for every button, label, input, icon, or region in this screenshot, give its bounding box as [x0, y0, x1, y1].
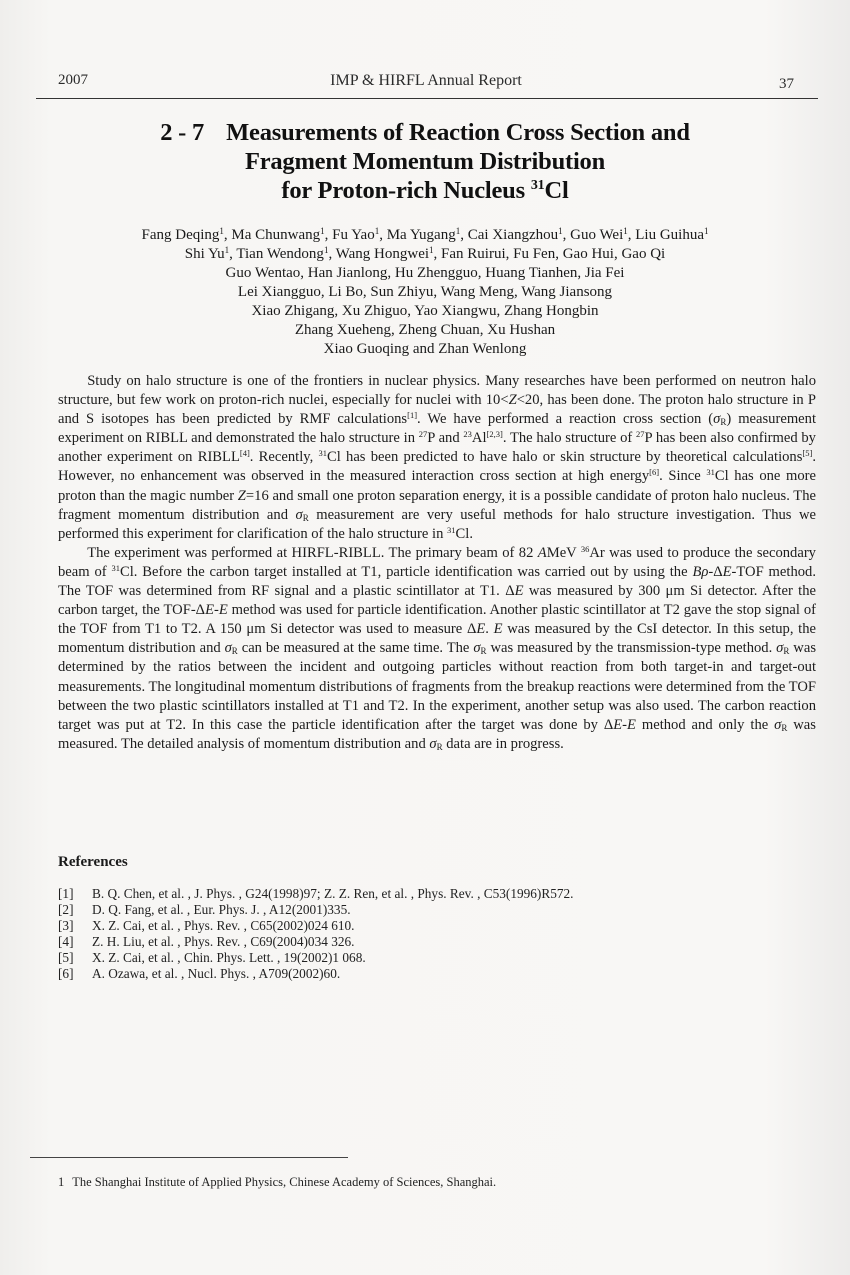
author-name: Wang Hongwei — [335, 246, 430, 262]
author-affiliation-marker: 1 — [374, 226, 380, 236]
header-journal-title: IMP & HIRFL Annual Report — [330, 72, 522, 89]
subscript: R — [436, 741, 443, 752]
text-run: Al — [471, 430, 487, 447]
italic-symbol: A — [537, 544, 547, 561]
text-run: Ar was used to produce the secondary beam of — [58, 544, 816, 580]
author-name: Tian Wendong — [236, 246, 324, 262]
text-run: MeV — [546, 544, 581, 561]
subscript: R — [783, 646, 790, 657]
text-run: was measured by the CsI detector. In this setup, the momentum distribution and — [58, 621, 817, 657]
subscript: R — [480, 646, 487, 657]
references-heading: References — [58, 854, 128, 870]
reference-item — [58, 950, 778, 966]
reference-item — [58, 918, 778, 934]
author-affiliation-marker: 1 — [219, 226, 224, 236]
footnote-number: 1 — [58, 1175, 65, 1189]
author-line: Zhang Xueheng, Zheng Chuan, Xu Hushan — [294, 322, 556, 338]
author-name: Guo Wei — [570, 227, 624, 243]
author-name: Jia Fei — [584, 265, 625, 281]
footnote-text: The Shanghai Institute of Applied Physics, Chinese Academy of Sciences, Shanghai. — [72, 1175, 497, 1189]
superscript: [5] — [802, 448, 813, 459]
italic-symbol: σ — [776, 640, 784, 657]
superscript: 36 — [580, 543, 590, 554]
text-run: P and — [427, 430, 464, 447]
text-run: -Δ — [708, 563, 723, 580]
superscript: 31 — [706, 467, 715, 478]
italic-symbol: σ — [473, 640, 481, 657]
italic-symbol: E — [493, 621, 503, 638]
superscript: [6] — [649, 467, 660, 478]
superscript: 27 — [418, 429, 428, 440]
italic-symbol: σ — [224, 640, 232, 657]
title-line-1 — [60, 118, 790, 147]
header-page-number: 37 — [779, 76, 794, 92]
reference-item — [58, 966, 778, 982]
author-name: Fu Yao — [332, 227, 375, 243]
italic-symbol: Z — [237, 487, 246, 504]
text-run: was measured by 300 μm Si detector. After the carbon target, the TOF-Δ — [58, 583, 817, 619]
italic-symbol: σ — [295, 506, 303, 523]
reference-number: [1] — [58, 886, 74, 901]
reference-text: X. Z. Cai, et al. , Phys. Rev. , C65(2002)024 610. — [92, 918, 355, 933]
author-name: Xiao Zhigang — [251, 303, 335, 319]
text-run: was measured. The detailed analysis of momentum distribution and — [58, 716, 816, 752]
reference-number: [3] — [58, 918, 74, 933]
author-line: Guo Wentao, Han Jianlong, Hu Zhengguo, Huang Tianhen, Jia Fei — [225, 265, 625, 281]
text-run: . Recently, — [249, 449, 319, 466]
author-list — [60, 226, 790, 359]
author-line: Lei Xiangguo, Li Bo, Sun Zhiyu, Wang Meng, Wang Jiansong — [237, 284, 613, 300]
author-affiliation-marker: 1 — [455, 226, 461, 236]
text-run: Cl has been predicted to have halo or skin structure by theoretical calculations — [327, 449, 803, 466]
body-paragraph — [58, 372, 816, 544]
author-name: Yao Xiangwu — [414, 303, 497, 319]
author-line: Shi Yu$^1$, Tian Wendong$^1$, Wang Hongwei$^1$, Fan Ruirui, Fu Fen, Gao Hui, Gao Qi — [184, 245, 666, 262]
italic-symbol: E — [476, 621, 486, 638]
author-name: Wang Meng — [440, 284, 514, 300]
reference-number: [4] — [58, 934, 74, 949]
author-name: Ma Yugang — [386, 227, 456, 243]
title-text-1: Measurements of Reaction Cross Section and — [226, 119, 690, 146]
references-list — [58, 886, 778, 982]
superscript: [1] — [407, 410, 418, 421]
author-name: Wang Jiansong — [521, 284, 613, 300]
superscript: 23 — [463, 429, 472, 440]
italic-symbol: σ — [713, 411, 721, 428]
text-run: . We have performed a reaction cross section ( — [417, 411, 714, 428]
italic-symbol: E — [514, 583, 524, 600]
text-run: . — [485, 621, 494, 638]
italic-symbol: σ — [774, 716, 782, 733]
footnote — [58, 1175, 496, 1190]
reference-text: A. Ozawa, et al. , Nucl. Phys. , A709(2002)60. — [92, 966, 341, 981]
author-line-last: Xiao Guoqing and Zhan Wenlong — [323, 341, 527, 357]
author-name: Zhang Hongbin — [503, 303, 599, 319]
author-name: Zheng Chuan — [398, 322, 480, 338]
reference-number: [5] — [58, 950, 74, 965]
author-name: Fang Deqing — [141, 227, 220, 243]
text-run: Study on halo structure is one of the frontiers in nuclear physics. Many researches have been performed on neutron halo structure, but few work on proton-rich nuclei, especially for nuclei with 10< — [58, 373, 816, 409]
author-affiliation-marker: 1 — [323, 245, 329, 255]
author-name: Cai Xiangzhou — [467, 227, 559, 243]
italic-symbol: E-E — [613, 716, 636, 733]
reference-text: D. Q. Fang, et al. , Eur. Phys. J. , A12(2001)335. — [92, 902, 351, 917]
superscript: 31 — [318, 448, 327, 459]
author-affiliation-marker: 1 — [320, 226, 325, 236]
author-name: Xu Hushan — [487, 322, 556, 338]
italic-symbol: E — [722, 563, 732, 580]
title-line-3 — [60, 176, 790, 205]
author-name: Lei Xiangguo — [237, 284, 321, 300]
subscript: R — [302, 512, 309, 523]
author-name: Zhang Xueheng — [294, 322, 392, 338]
author-affiliation-marker: 1 — [703, 226, 709, 236]
author-affiliation-marker: 1 — [429, 245, 434, 255]
body-paragraph — [58, 544, 816, 754]
article-body — [58, 372, 816, 754]
text-run: method and only the — [635, 716, 775, 733]
subscript: R — [781, 722, 788, 733]
author-name: Hu Zhengguo — [394, 265, 478, 281]
text-run: data are in progress. — [442, 735, 564, 752]
author-name: Fu Fen — [513, 246, 556, 262]
reference-number: [2] — [58, 902, 74, 917]
subscript: R — [231, 646, 238, 657]
text-run: Cl. — [455, 525, 473, 542]
header-year: 2007 — [58, 72, 88, 88]
title-text-3: for Proton-rich Nucleus — [281, 177, 531, 204]
superscript: 27 — [636, 429, 645, 440]
title-element: Cl — [544, 177, 569, 204]
footnote-rule — [30, 1157, 348, 1158]
title-mass-number: 31 — [530, 178, 545, 193]
author-line: Xiao Zhigang, Xu Zhiguo, Yao Xiangwu, Zhang Hongbin — [251, 303, 599, 319]
author-name: Han Jianlong — [307, 265, 388, 281]
author-name: Sun Zhiyu — [370, 284, 434, 300]
text-run: ) measurement experiment on RIBLL and demonstrated the halo structure in — [58, 411, 816, 447]
article-number: 2 - 7 — [160, 119, 205, 146]
author-name: Liu Guihua — [635, 227, 704, 243]
reference-text: Z. H. Liu, et al. , Phys. Rev. , C69(2004)034 326. — [92, 934, 355, 949]
author-name: Gao Hui — [562, 246, 614, 262]
title-line-2: Fragment Momentum Distribution — [244, 148, 606, 175]
text-run: . Since — [659, 468, 707, 485]
text-run: <20, has been done. The proton halo structure in P and S isotopes has been predicted by RMF calculations — [58, 392, 816, 428]
text-run: Cl. Before the carbon target installed at T1, particle identification was carried out by using the — [119, 563, 693, 580]
text-run: was determined by the ratios between the incident and outgoing particles without reaction from both target-in and target-out measurements. The longitudinal momentum distributions of fragments from the breakup reactions were determined from the TOF between the two plastic scintillators installed at T1 and T2. In the experiment, another setup was also used. The carbon reaction target was put at T2. In this case the particle identification after the target was done by Δ — [58, 640, 816, 733]
superscript: [4] — [239, 448, 250, 459]
author-name: Huang Tianhen — [485, 265, 578, 281]
text-run: . However, no enhancement was observed in the measured interaction cross section at high energy — [58, 449, 816, 485]
author-line: Fang Deqing$^1$, Ma Chunwang$^1$, Fu Yao$^1$, Ma Yugang$^1$, Cai Xiangzhou$^1$, Guo Wei$^1$, Liu Guihua$^1$ — [141, 226, 709, 243]
article-title — [60, 118, 790, 205]
author-name: Xu Zhiguo — [341, 303, 408, 319]
text-run: was measured by the transmission-type method. — [486, 640, 777, 657]
reference-number: [6] — [58, 966, 74, 981]
italic-symbol: Z — [508, 392, 517, 409]
author-affiliation-marker: 1 — [558, 226, 563, 236]
superscript: 31 — [447, 524, 456, 535]
italic-symbol: σ — [429, 735, 437, 752]
italic-symbol: E-E — [205, 602, 228, 619]
header-rule — [36, 98, 818, 99]
text-run: method was used for particle identification. Another plastic scintillator at T2 gave the stop signal of the TOF from T1 to T2. A 150 μm Si detector was used to measure Δ — [58, 602, 816, 638]
reference-text: X. Z. Cai, et al. , Chin. Phys. Lett. , 19(2002)1 068. — [92, 950, 366, 965]
text-run: . The halo structure of — [502, 430, 637, 447]
author-name: Li Bo — [328, 284, 363, 300]
author-name: Fan Ruirui — [441, 246, 506, 262]
text-run: -TOF method. The TOF was determined from RF signal and a plastic scintillator at T1. Δ — [58, 563, 816, 600]
italic-symbol: Bρ — [692, 563, 709, 580]
text-run: can be measured at the same time. The — [237, 640, 474, 657]
text-run: measurement are very useful methods for halo structure investigation. Thus we performed this experiment for clarification of the halo structure in — [58, 506, 816, 542]
reference-text: B. Q. Chen, et al. , J. Phys. , G24(1998)97; Z. Z. Ren, et al. , Phys. Rev. , C53(1996)R572. — [92, 886, 574, 901]
superscript: [2,3] — [486, 429, 503, 440]
reference-item — [58, 934, 778, 950]
superscript: 31 — [111, 562, 120, 573]
author-name: Guo Wentao — [225, 265, 301, 281]
text-run: Cl has one more proton than the magic number — [58, 468, 816, 504]
author-name: Shi Yu — [184, 246, 225, 262]
reference-item — [58, 886, 778, 902]
author-name: Gao Qi — [621, 246, 666, 262]
text-run: =16 and small one proton separation energy, it is a possible candidate of proton halo nucleus. The fragment momentum distribution and — [58, 487, 816, 523]
author-name: Ma Chunwang — [231, 227, 321, 243]
author-affiliation-marker: 1 — [224, 245, 230, 255]
text-run: The experiment was performed at HIRFL-RIBLL. The primary beam of 82 — [87, 544, 538, 561]
reference-item — [58, 902, 778, 918]
running-header — [58, 72, 794, 94]
text-run: P has been also confirmed by another experiment on RIBLL — [58, 430, 816, 466]
author-affiliation-marker: 1 — [623, 226, 628, 236]
subscript: R — [720, 417, 727, 428]
